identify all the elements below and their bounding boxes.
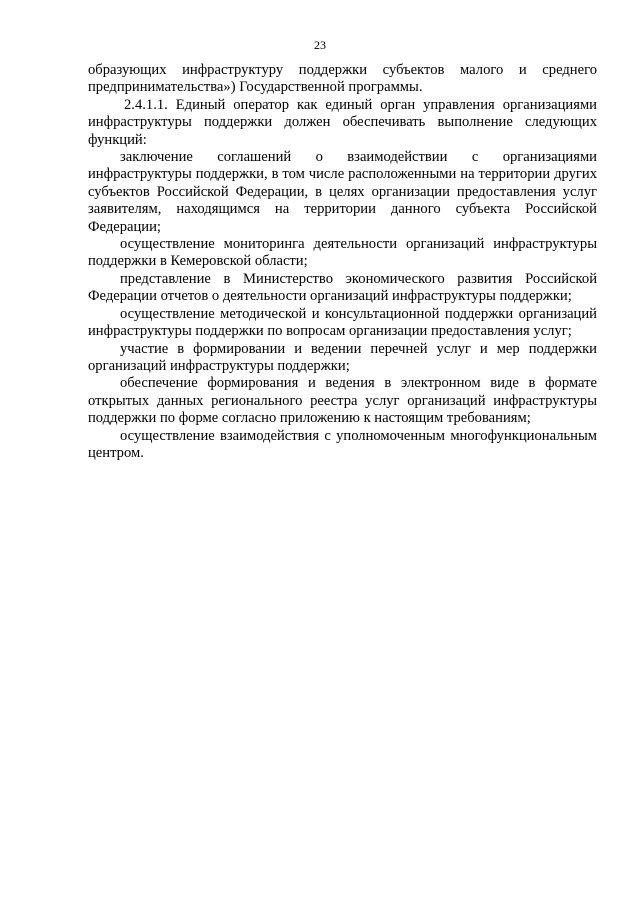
- paragraph-continuation: образующих инфраструктуру поддержки субъектов малого и среднего предпринимательства») Государственной программы.: [88, 62, 597, 96]
- document-body: [88, 62, 597, 462]
- paragraph-function-agreements: заключение соглашений о взаимодействии с организациями инфраструктуры поддержки, в том числе расположенными на территории других субъектов Российской Федерации, в целях организации предоставления услуг заявителям, находящимся на территории данного субъекта Российской Федерации;: [88, 149, 597, 235]
- paragraph-function-reports: представление в Министерство экономического развития Российской Федерации отчетов о деятельности организаций инфраструктуры поддержки;: [88, 270, 597, 305]
- paragraph-function-registry: обеспечение формирования и ведения в электронном виде в формате открытых данных регионального реестра услуг организаций инфраструктуры поддержки по форме согласно приложению к настоящим требованиям;: [88, 375, 597, 427]
- paragraph-function-service-lists: участие в формировании и ведении перечней услуг и мер поддержки организаций инфраструктуры поддержки;: [88, 340, 597, 374]
- paragraph-function-monitoring: осуществление мониторинга деятельности организаций инфраструктуры поддержки в Кемеровской области;: [88, 236, 597, 270]
- paragraph-function-methodical-support: осуществление методической и консультационной поддержки организаций инфраструктуры поддержки по вопросам организации предоставления услуг;: [88, 305, 597, 340]
- paragraph-section-2-4-1-1: 2.4.1.1. Единый оператор как единый орган управления организациями инфраструктуры поддержки должен обеспечивать выполнение следующих функций:: [88, 96, 597, 148]
- page-number: 23: [314, 38, 326, 52]
- paragraph-function-mfc-interaction: осуществление взаимодействия с уполномоченным многофункциональным центром.: [88, 427, 597, 461]
